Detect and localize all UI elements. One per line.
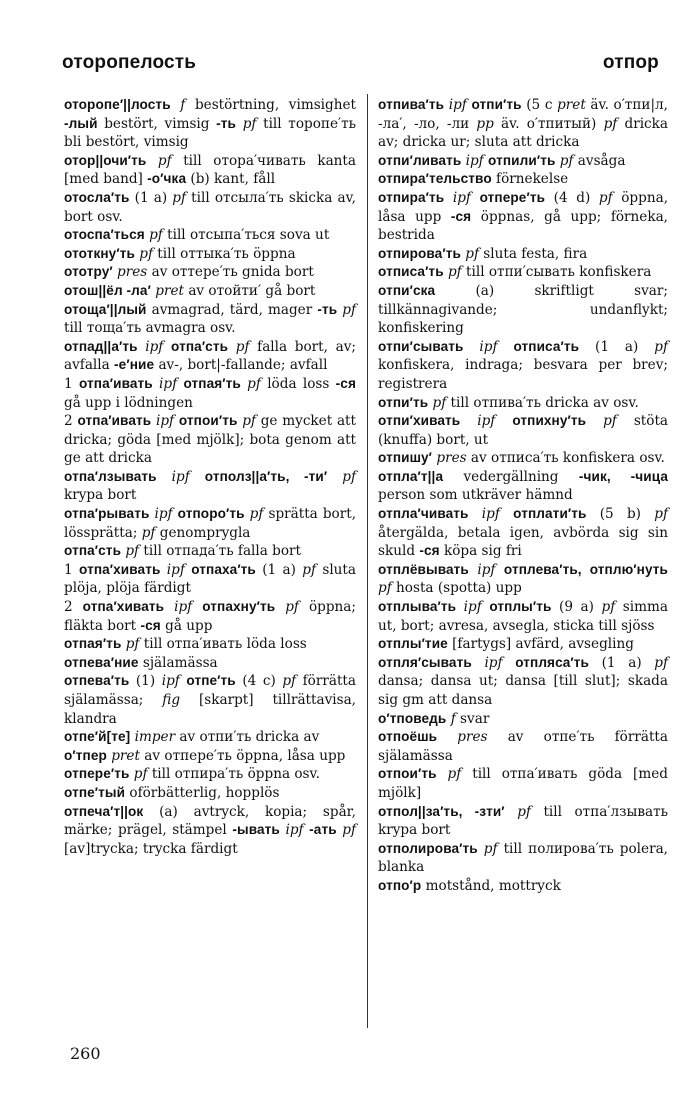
running-head-left: оторопелость (62, 52, 197, 73)
dictionary-entry: отпе′й[те] imper av отпи′ть dricka av (64, 729, 320, 746)
dictionary-entry: отпа′рывать ipf отпоро′ть pf sprätta bort, lössprätta; pf genomprygla (64, 506, 357, 541)
dictionary-entry: отпирова′ть pf sluta festa, fira (378, 245, 588, 262)
dictionary-entry: отпира′тельство förnekelse (378, 171, 569, 188)
dictionary-entry: 2 отпа′ивать ipf отпои′ть pf ge mycket att dricka; göda [med mjölk]; bota genom att ge att dricka (64, 413, 356, 467)
dictionary-entry: о′тповедь f svar (378, 710, 490, 727)
dictionary-entry: отпева′ть (1) ipf отпе′ть (4 c) pf förrätta själamässa; fig [skarpt] tillrättavisa, klandra (64, 673, 357, 727)
dictionary-entry: отплыва′ть ipf отплы′ть (9 a) pf simma ut, bort; avresa, avsegla, sticka till sjöss (378, 599, 668, 634)
dictionary-entry: отоспа′ться pf till отсыпа′ться sova ut (64, 227, 330, 244)
dictionary-entry: ототру′ pres av оттере′ть gnida bort (64, 264, 314, 281)
dictionary-entry: оторопе′||лость f bestörtning, vimsighet -лый bestört, vimsig -ть pf till торопе′ть bli bestört, vimsig (64, 97, 357, 151)
page-number: 260 (70, 1044, 101, 1063)
column-divider (367, 94, 368, 1028)
dictionary-entry: отоща′||лый avmagrad, tärd, mager -ть pf till тоща′ть avmagra osv. (64, 301, 356, 337)
dictionary-entry: отпишу′ pres av отписа′ть konfiskera osv. (378, 450, 665, 467)
dictionary-entry: отпи′ска (a) skriftligt svar; tillkännagivande; undanflykt; konfiskering (378, 282, 668, 337)
dictionary-entry: 1 отпа′ивать ipf отпая′ть pf löda loss -ся gå upp i lödningen (64, 375, 356, 411)
dictionary-entry: отпои′ть pf till отпа′ивать göda [med mjölk] (378, 766, 668, 801)
dictionary-entry: о′тпер pret av отпере′ть öppna, låsa upp (64, 747, 346, 764)
dictionary-entry: отпля′сывать ipf отплясa′ть (1 a) pf dansa; dansa ut; dansa [till slut]; skada sig gm att dansa (378, 654, 669, 708)
dictionary-entry: отпере′ть pf till отпира′ть öppna osv. (64, 766, 320, 783)
left-column (64, 96, 356, 858)
dictionary-entry: отосла′ть (1 a) pf till отсыла′ть skicka av, bort osv. (64, 189, 356, 225)
dictionary-entry: отпе′тый oförbätterlig, hopplös (64, 784, 280, 801)
running-head-right: отпор (602, 52, 659, 73)
dictionary-entry: отполирова′ть pf till полирова′ть polera, blanka (378, 840, 668, 876)
dictionary-entry: отписа′ть pf till отпи′сывать konfiskera (378, 264, 652, 281)
dictionary-entry: отпад||а′ть ipf отпа′сть pf falla bort, av; avfalla -е′ние av-, bort|-fallande; avfall (64, 338, 356, 374)
dictionary-entry: отпи′хивать ipf отпихну′ть pf stöta (knuffa) bort, ut (378, 413, 669, 448)
dictionary-entry: отош||ёл -ла′ pret av отойти′ gå bort (64, 282, 316, 299)
dictionary-entry: отплы′тие [fartygs] avfärd, avsegling (378, 636, 634, 653)
dictionary-entry: 2 отпа′хивать ipf отпахну′ть pf öppna; fläkta bort -ся gå upp (64, 599, 356, 634)
dictionary-entry: отплёвывать ipf отплева′ть, отплю′нуть pf hosta (spotta) upp (378, 561, 668, 597)
dictionary-entry: отпла′т||а vedergällning -чик, -чица person som utkräver hämnd (378, 468, 668, 504)
dictionary-entry: отпа′лзывать ipf отполз||а′ть, -ти′ pf krypa bort (64, 468, 357, 504)
dictionary-entry: отпи′ливать ipf отпили′ть pf avsåga (378, 152, 626, 169)
dictionary-entry: отпая′ть pf till отпа′ивать löda loss (64, 636, 307, 653)
dictionary-entry: отпоёшь pres av отпе′ть förrätta själamässa (378, 729, 668, 764)
dictionary-entry: отпи′сывать ipf отписа′ть (1 a) pf konfiskera, indraga; besvara per brev; registrera (378, 338, 668, 392)
dictionary-entry: отпеча′т||ок (a) avtryck, kopia; spår, märke; prägel, stämpel -ывать ipf -ать pf [av]trycka; trycka färdigt (64, 803, 356, 857)
dictionary-entry: 1 отпа′хивать ipf отпаха′ть (1 a) pf sluta plöja, plöja färdigt (64, 561, 357, 597)
dictionary-entry: отпива′ть ipf отпи′ть (5 c pret äv. о′тпи|л, -ла′, -ло, -ли pp äv. о′тпитый) pf dricka av; dricka ur; sluta att dricka (378, 97, 669, 151)
right-column (378, 96, 668, 896)
dictionary-entry: отпа′сть pf till отпада′ть falla bort (64, 543, 302, 560)
dictionary-entry: отпи′ть pf till отпива′ть dricka av osv. (378, 394, 639, 411)
dictionary-entry: отпла′чивать ipf отплати′ть (5 b) pf återgälda, betala igen, avbörda sig sin skuld -ся köpa sig fri (378, 506, 668, 560)
dictionary-entry: отпева′ние själamässa (64, 654, 218, 671)
dictionary-entry: отпо′р motstånd, mottryck (378, 877, 561, 894)
dictionary-entry: ототкну′ть pf till оттыка′ть öppna (64, 245, 296, 262)
dictionary-entry: отпол||за′ть, -зти′ pf till отпа′лзывать krypa bort (378, 803, 668, 839)
dictionary-entry: отор||очи′ть pf till отора′чивать kanta [med band] -о′чка (b) kant, fåll (64, 152, 356, 188)
dictionary-entry: отпира′ть ipf отпере′ть (4 d) pf öppna, låsa upp -ся öppnas, gå upp; förneka, bestrida (378, 189, 669, 244)
